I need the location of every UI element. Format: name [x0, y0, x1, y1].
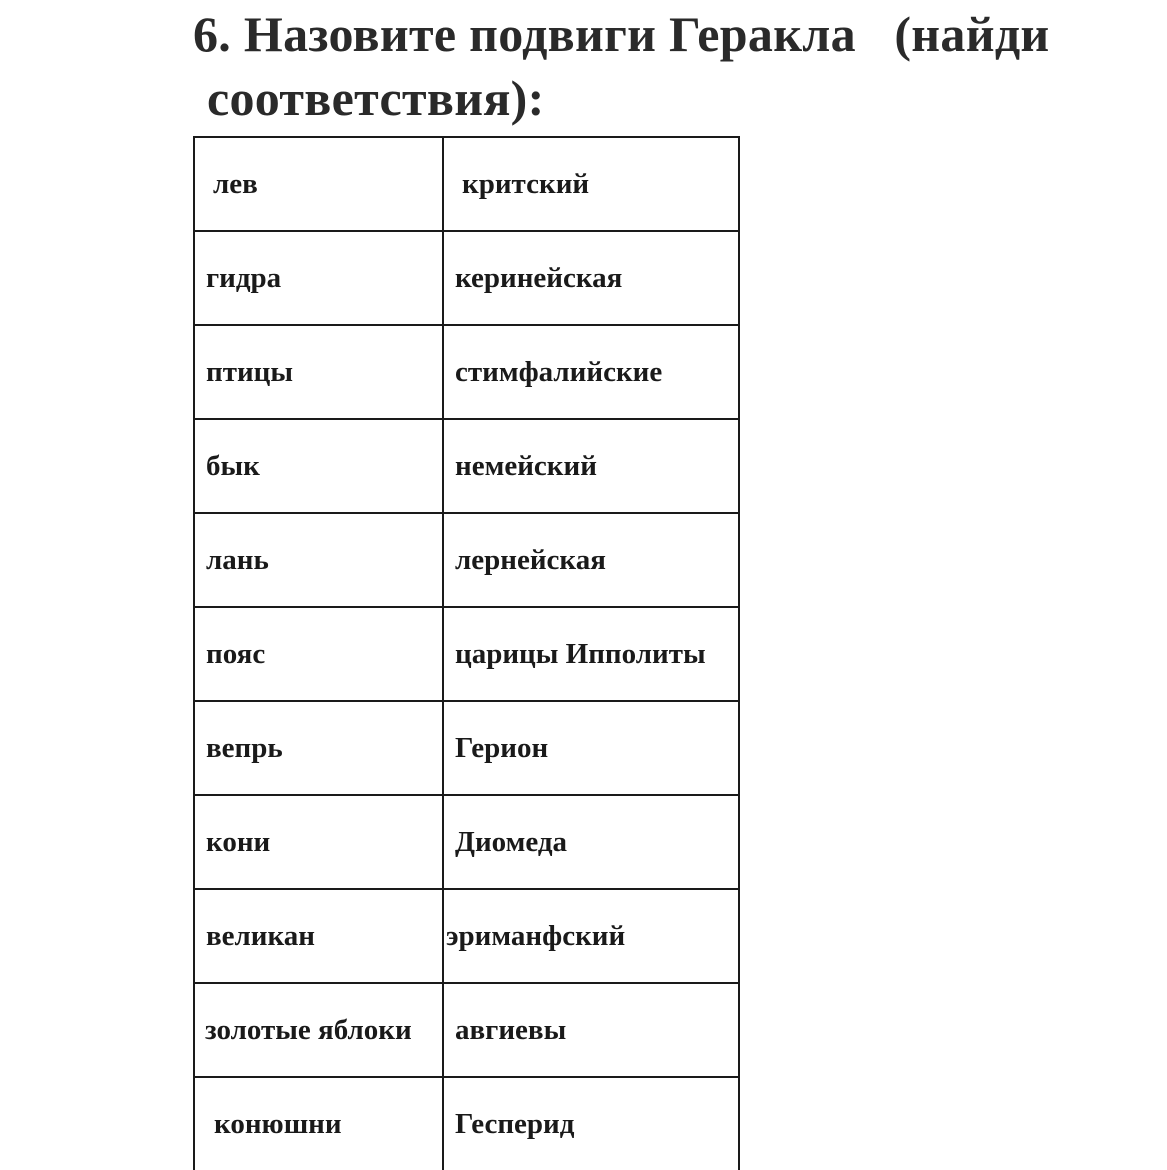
task-title-line-2: соответствия): — [207, 70, 545, 126]
table-row — [194, 983, 739, 1077]
table-row — [194, 419, 739, 513]
table-row — [194, 1077, 739, 1170]
table-row — [194, 795, 739, 889]
table-cell-left: пояс — [194, 607, 443, 701]
table-cell-left: птицы — [194, 325, 443, 419]
table-cell-left: кони — [194, 795, 443, 889]
table-cell-right: лернейская — [443, 513, 739, 607]
table-cell-left: лев — [194, 137, 443, 231]
table-row — [194, 231, 739, 325]
table-cell-left: лань — [194, 513, 443, 607]
table-row — [194, 889, 739, 983]
table-cell-right: критский — [443, 137, 739, 231]
table-row — [194, 325, 739, 419]
table-cell-right: царицы Ипполиты — [443, 607, 739, 701]
table-row — [194, 607, 739, 701]
table-row — [194, 513, 739, 607]
table-cell-left: великан — [194, 889, 443, 983]
table-cell-right: Герион — [443, 701, 739, 795]
table-cell-right: Диомеда — [443, 795, 739, 889]
table-cell-left: конюшни — [194, 1077, 443, 1170]
table-cell-right: эриманфский — [443, 889, 739, 983]
table-cell-left: гидра — [194, 231, 443, 325]
table-cell-left: золотые яблоки — [194, 983, 443, 1077]
table-cell-right: Гесперид — [443, 1077, 739, 1170]
table-cell-left: бык — [194, 419, 443, 513]
table-cell-right: авгиевы — [443, 983, 739, 1077]
table-cell-right: стимфалийские — [443, 325, 739, 419]
table-row — [194, 701, 739, 795]
task-title-line-1: 6. Назовите подвиги Геракла (найди — [193, 6, 1050, 62]
table-cell-right: немейский — [443, 419, 739, 513]
table-cell-right: керинейская — [443, 231, 739, 325]
matching-table — [193, 136, 740, 1170]
table-row — [194, 137, 739, 231]
task-title — [193, 2, 1050, 130]
table-cell-left: вепрь — [194, 701, 443, 795]
